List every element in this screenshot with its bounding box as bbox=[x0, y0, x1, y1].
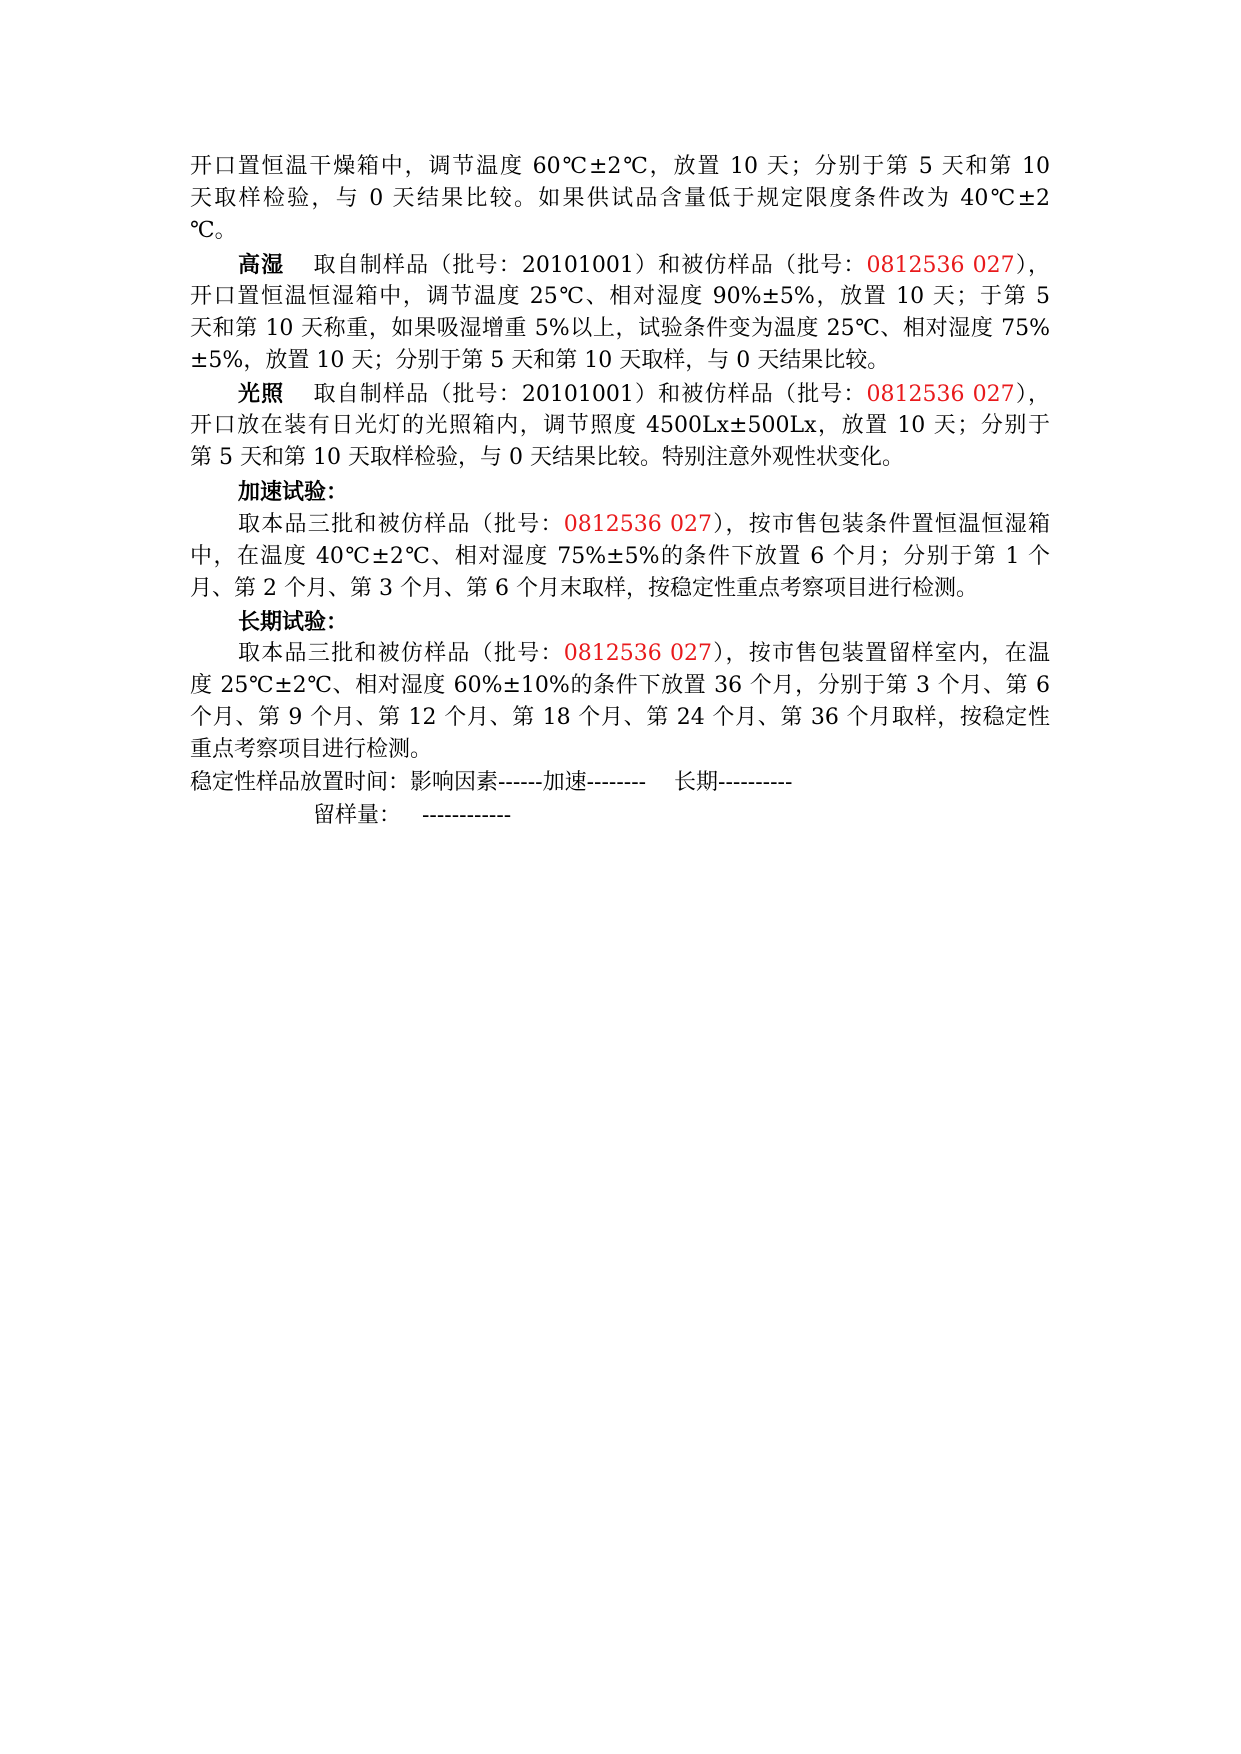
batch-number: 0812536 027 bbox=[866, 382, 1015, 407]
long-term-heading: 长期试验： bbox=[238, 609, 349, 635]
high-humidity-line-3: 天和第 10 天称重，如果吸湿增重 5%以上，试验条件变为温度 25℃、相对湿度 75% bbox=[190, 316, 1050, 341]
long-term-line-1 bbox=[238, 638, 1050, 670]
light-line-2: 开口放在装有日光灯的光照箱内，调节照度 4500Lx±500Lx，放置 10 天；分别于 bbox=[190, 413, 1050, 438]
light-line-3: 第 5 天和第 10 天取样检验，与 0 天结果比较。特别注意外观性状变化。 bbox=[190, 445, 904, 470]
high-humidity-line-2: 开口置恒温恒湿箱中，调节温度 25℃、相对湿度 90%±5%，放置 10 天；于第 5 bbox=[190, 284, 1050, 309]
high-humidity-heading: 高湿 bbox=[238, 252, 285, 278]
long-term-text: 取本品三批和被仿样品（批号： bbox=[238, 641, 564, 666]
accelerated-line-2: 中，在温度 40℃±2℃、相对湿度 75%±5%的条件下放置 6 个月；分别于第 1 个 bbox=[190, 544, 1050, 569]
light-line-1 bbox=[238, 378, 1050, 410]
intro-line-1: 开口置恒温干燥箱中，调节温度 60℃±2℃，放置 10 天；分别于第 5 天和第 10 bbox=[190, 154, 1050, 179]
long-term-line-3: 个月、第 9 个月、第 12 个月、第 18 个月、第 24 个月、第 36 个月取样，按稳定性 bbox=[190, 705, 1050, 730]
accelerated-text: 取本品三批和被仿样品（批号： bbox=[238, 512, 564, 537]
light-text: 取自制样品（批号：20101001）和被仿样品（批号： bbox=[312, 382, 867, 407]
accelerated-heading: 加速试验： bbox=[238, 479, 349, 505]
light-heading: 光照 bbox=[238, 381, 285, 407]
high-humidity-line-4: ±5%，放置 10 天；分别于第 5 天和第 10 天取样，与 0 天结果比较。 bbox=[190, 348, 890, 373]
accelerated-text-tail: ），按市售包装条件置恒温恒湿箱 bbox=[711, 512, 1050, 537]
storage-time-line: 稳定性样品放置时间：影响因素------加速-------- 长期---------- bbox=[190, 770, 793, 795]
long-term-line-4: 重点考察项目进行检测。 bbox=[190, 737, 433, 762]
paren-close: ）， bbox=[1014, 382, 1050, 407]
batch-number: 0812536 027 bbox=[866, 253, 1015, 278]
retention-amount-line: 留样量： ------------ bbox=[313, 803, 512, 828]
intro-line-2: 天取样检验，与 0 天结果比较。如果供试品含量低于规定限度条件改为 40℃±2 bbox=[190, 186, 1050, 211]
batch-number: 0812536 027 bbox=[563, 641, 712, 666]
batch-number: 0812536 027 bbox=[563, 512, 712, 537]
high-humidity-line-1 bbox=[238, 249, 1050, 281]
intro-line-3: ℃。 bbox=[190, 218, 237, 243]
long-term-line-2: 度 25℃±2℃、相对湿度 60%±10%的条件下放置 36 个月，分别于第 3 个月、第 6 bbox=[190, 673, 1050, 698]
high-humidity-text: 取自制样品（批号：20101001）和被仿样品（批号： bbox=[312, 253, 867, 278]
accelerated-line-1 bbox=[238, 509, 1050, 541]
paren-close: ）， bbox=[1014, 253, 1050, 278]
long-term-text-tail: ），按市售包装置留样室内，在温 bbox=[711, 641, 1050, 666]
accelerated-line-3: 月、第 2 个月、第 3 个月、第 6 个月末取样，按稳定性重点考察项目进行检测。 bbox=[190, 576, 978, 601]
